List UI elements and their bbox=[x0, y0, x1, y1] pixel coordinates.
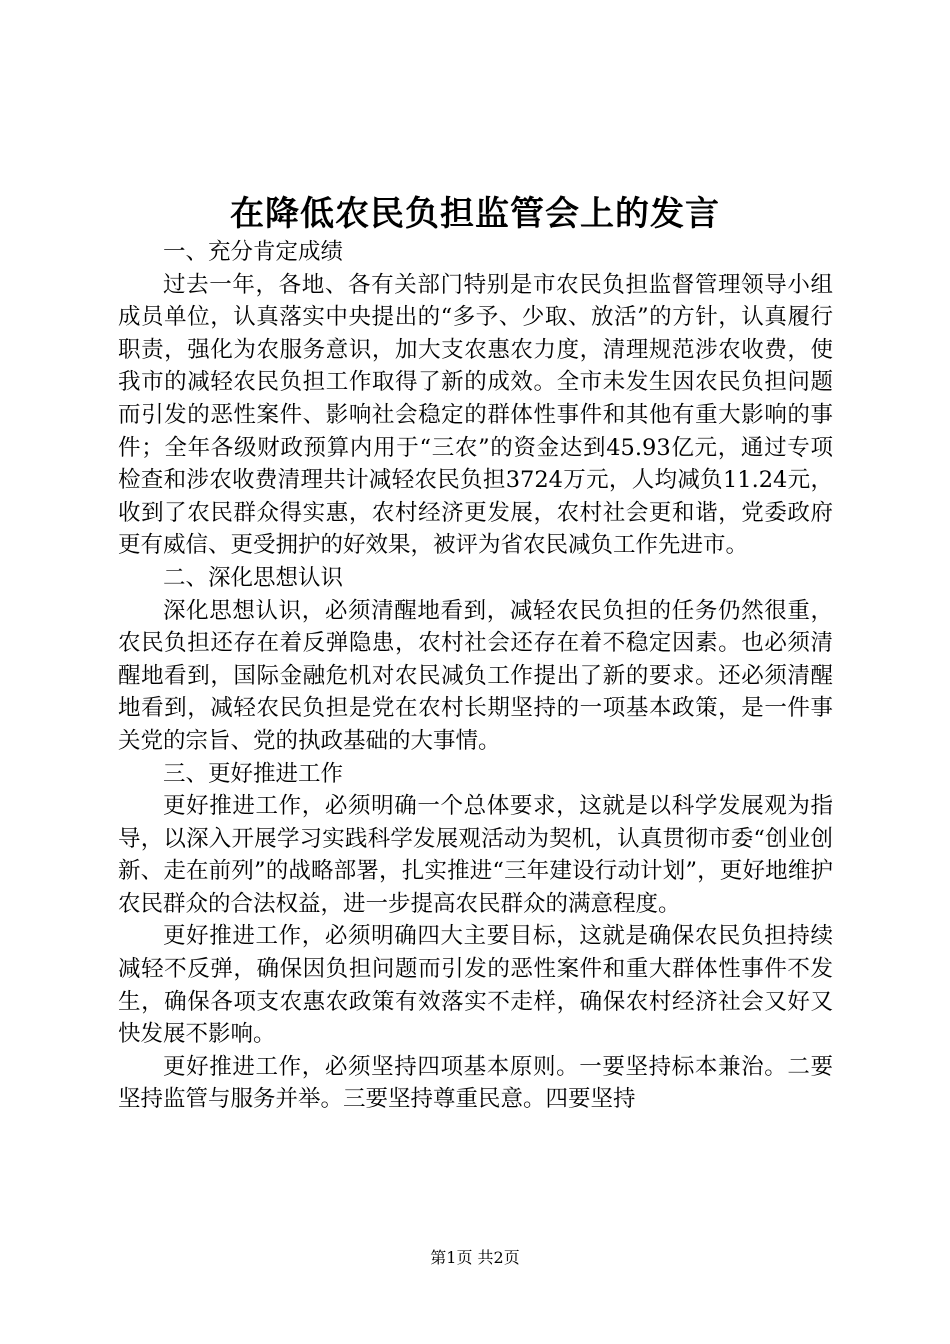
document-body bbox=[118, 236, 833, 1116]
paragraph-main-goals: 更好推进工作，必须明确四大主要目标，这就是确保农民负担持续减轻不反弹，确保因负担问题而引发的恶性案件和重大群体性事件不发生，确保各项支农惠农政策有效落实不走样，确保农村经济社会又好又快发展不影响。 bbox=[118, 923, 833, 1048]
paragraph-overall-requirement: 更好推进工作，必须明确一个总体要求，这就是以科学发展观为指导，以深入开展学习实践科学发展观活动为契机，认真贯彻市委“创业创新、走在前列”的战略部署，扎实推进“三年建设行动计划”，更好地维护农民群众的合法权益，进一步提高农民群众的满意程度。 bbox=[118, 793, 833, 917]
paragraph-basic-principles: 更好推进工作，必须坚持四项基本原则。一要坚持标本兼治。二要坚持监管与服务并举。三要坚持尊重民意。四要坚持 bbox=[118, 1053, 833, 1113]
section-heading-3: 三、更好推进工作 bbox=[163, 760, 344, 787]
section-heading-2: 二、深化思想认识 bbox=[163, 564, 344, 591]
page-number-footer: 第1页 共2页 bbox=[430, 1248, 520, 1267]
paragraph-achievements: 过去一年，各地、各有关部门特别是市农民负担监督管理领导小组成员单位，认真落实中央提出的“多予、少取、放活”的方针，认真履行职责，强化为农服务意识，加大支农惠农力度，清理规范涉农收费，使我市的减轻农民负担工作取得了新的成效。全市未发生因农民负担问题而引发的恶性案件、影响社会稳定的群体性事件和其他有重大影响的事件；全年各级财政预算内用于“三农”的资金达到45.93亿元，通过专项检查和涉农收费清理共计减轻农民负担3724万元，人均减负11.24元，收到了农民群众得实惠，农村经济更发展，农村社会更和谐，党委政府更有威信、更受拥护的好效果，被评为省农民减负工作先进市。 bbox=[118, 271, 833, 559]
paragraph-understanding: 深化思想认识，必须清醒地看到，减轻农民负担的任务仍然很重，农民负担还存在着反弹隐患，农村社会还存在着不稳定因素。也必须清醒地看到，国际金融危机对农民减负工作提出了新的要求。还必须清醒地看到，减轻农民负担是党在农村长期坚持的一项基本政策，是一件事关党的宗旨、党的执政基础的大事情。 bbox=[118, 597, 833, 754]
section-heading-1: 一、充分肯定成绩 bbox=[163, 239, 344, 265]
document-title: 在降低农民负担监管会上的发言 bbox=[230, 194, 720, 234]
